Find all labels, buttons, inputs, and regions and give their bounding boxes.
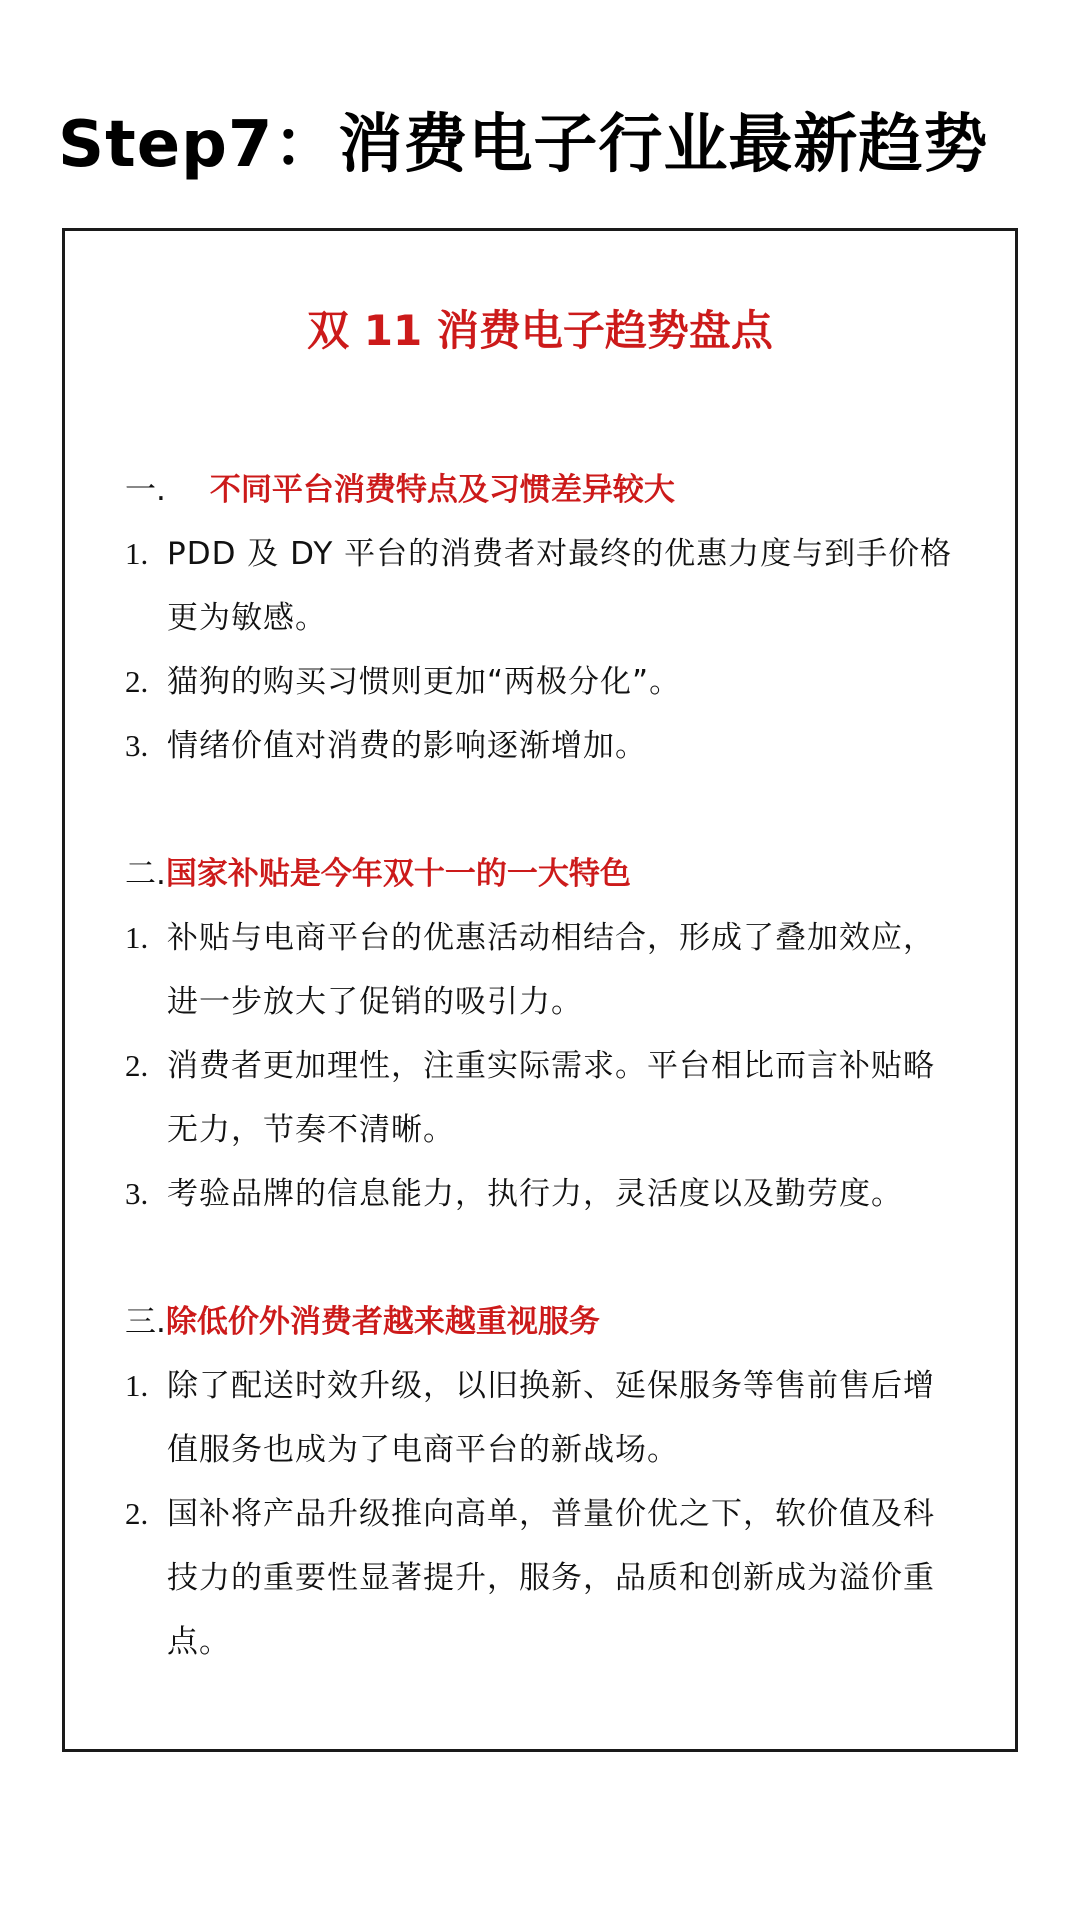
section-marker: 二. [125,856,166,892]
list-item [125,714,965,778]
section-heading-text: 不同平台消费特点及习惯差异较大 [209,472,675,508]
list-item-text: 情绪价值对消费的影响逐渐增加。 [167,728,647,764]
list-item [125,906,965,1034]
list-item-number: 1. [125,536,149,571]
section-marker: 三. [125,1304,166,1340]
list-item-number: 3. [125,728,149,763]
list-item [125,1162,965,1226]
list-item-number: 2. [125,1496,149,1531]
section-heading-national-subsidy [125,842,965,906]
list-item [125,1354,965,1482]
section-heading-platform-differences [125,458,965,522]
list-item-text: 补贴与电商平台的优惠活动相结合，形成了叠加效应，进一步放大了促销的吸引力。 [167,920,935,1020]
list-item-text: 猫狗的购买习惯则更加“两极分化”。 [167,664,682,700]
list-item [125,522,965,650]
section-marker: 一. [125,472,166,508]
section-heading-text: 除低价外消费者越来越重视服务 [165,1304,600,1340]
section-spacer [125,1226,965,1290]
section-heading-service-focus [125,1290,965,1354]
list-item-text: 国补将产品升级推向高单，普量价优之下，软价值及科技力的重要性显著提升，服务，品质和创新成为溢价重点。 [167,1496,935,1660]
section-spacer [125,778,965,842]
list-item-text: PDD 及 DY 平台的消费者对最终的优惠力度与到手价格更为敏感。 [167,536,953,636]
list-item [125,1034,965,1162]
list-item-number: 2. [125,1048,149,1083]
list-item-text: 考验品牌的信息能力，执行力，灵活度以及勤劳度。 [167,1176,903,1212]
list-item-number: 1. [125,920,149,955]
list-item-text: 消费者更加理性，注重实际需求。平台相比而言补贴略无力，节奏不清晰。 [167,1048,935,1148]
list-item-number: 3. [125,1176,149,1211]
card-title: 双 11 消费电子趋势盘点 [307,306,773,355]
card-content [125,458,965,1674]
list-item-text: 除了配送时效升级，以旧换新、延保服务等售前售后增值服务也成为了电商平台的新战场。 [167,1368,935,1468]
list-item [125,650,965,714]
page-title: Step7：消费电子行业最新趋势 [58,108,989,182]
trend-card [62,228,1018,1752]
list-item [125,1482,965,1674]
list-item-number: 2. [125,664,149,699]
list-item-number: 1. [125,1368,149,1403]
section-heading-text: 国家补贴是今年双十一的一大特色 [165,856,631,892]
